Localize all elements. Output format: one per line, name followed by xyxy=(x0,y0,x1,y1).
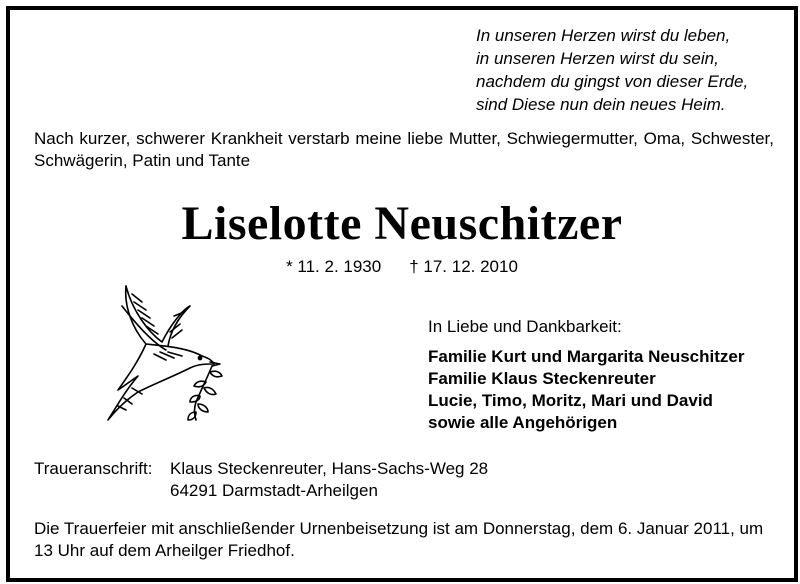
address-label: Traueranschrift: xyxy=(34,459,153,478)
birth-date: * 11. 2. 1930 xyxy=(286,257,382,276)
intro-text: Nach kurzer, schwerer Krankheit verstarb meine liebe Mutter, Schwiegermutter, Oma, Schwester, Schwägerin, Patin und Tante xyxy=(34,129,774,170)
funeral-service-text: Die Trauerfeier mit anschließender Urnenbeisetzung ist am Donnerstag, dem 6. Januar 2011, um 13 Uhr auf dem Arheilger Friedhof. xyxy=(34,519,764,560)
mourning-address xyxy=(34,458,488,502)
family-list xyxy=(428,346,744,434)
poem-line-3: nachdem du gingst von dieser Erde, xyxy=(476,72,749,91)
thanks-label: In Liebe und Dankbarkeit: xyxy=(428,317,622,336)
poem-line-4: sind Diese nun dein neues Heim. xyxy=(476,95,726,114)
address-line-2: 64291 Darmstadt-Arheilgen xyxy=(170,481,378,500)
deceased-name: Liselotte Neuschitzer xyxy=(181,197,623,250)
poem-line-2: in unseren Herzen wirst du sein, xyxy=(476,49,719,68)
family-line-3: Lucie, Timo, Moritz, Mari und David xyxy=(428,391,713,410)
poem xyxy=(476,24,786,116)
life-dates xyxy=(10,256,794,278)
address-line-1: Klaus Steckenreuter, Hans-Sachs-Weg 28 xyxy=(170,459,489,478)
death-date: † 17. 12. 2010 xyxy=(409,257,518,276)
obituary-card xyxy=(6,6,798,582)
dove-with-olive-branch-icon xyxy=(62,280,232,430)
family-line-1: Familie Kurt und Margarita Neuschitzer xyxy=(428,347,745,366)
poem-line-1: In unseren Herzen wirst du leben, xyxy=(476,26,731,45)
family-line-4: sowie alle Angehörigen xyxy=(428,413,618,432)
family-line-2: Familie Klaus Steckenreuter xyxy=(428,369,656,388)
